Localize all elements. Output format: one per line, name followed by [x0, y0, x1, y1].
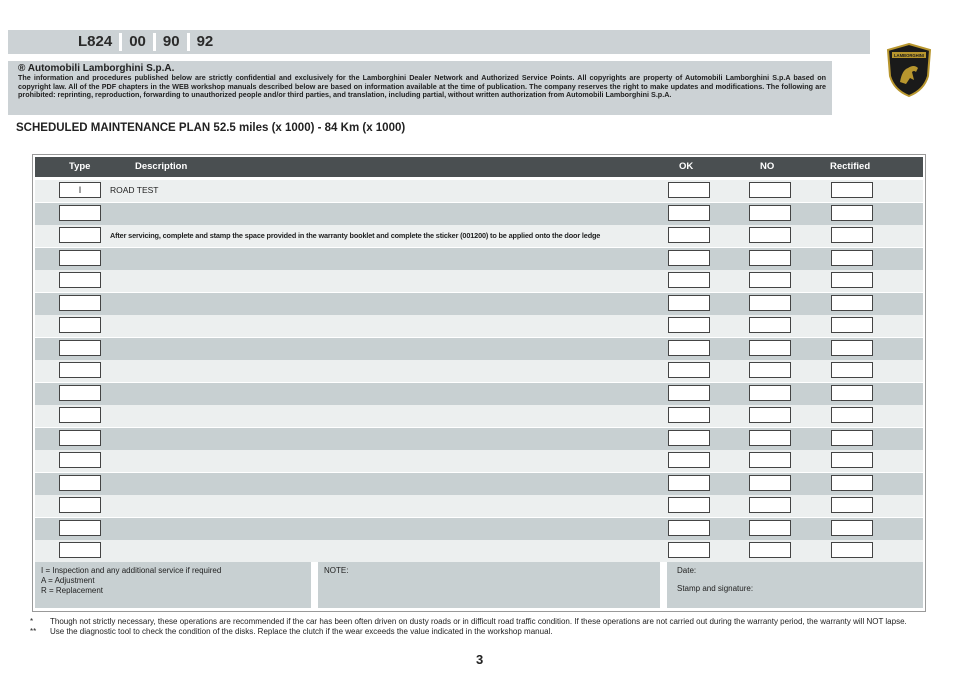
table-row — [35, 473, 923, 495]
legend-adjustment: A = Adjustment — [41, 576, 95, 585]
table-row — [35, 270, 923, 292]
table-row — [35, 518, 923, 540]
header-no: NO — [760, 161, 775, 172]
table-row — [35, 225, 923, 247]
ok-checkbox[interactable] — [668, 227, 710, 243]
code-part-2: 00 — [129, 33, 146, 50]
no-checkbox[interactable] — [749, 475, 791, 491]
footnote-text: Use the diagnostic tool to check the condition of the disks. Replace the clutch if the wear exceeds the value indicated in the workshop manual. — [50, 627, 553, 636]
page-number: 3 — [476, 652, 484, 667]
ok-checkbox[interactable] — [668, 497, 710, 513]
no-checkbox[interactable] — [749, 430, 791, 446]
footnote — [30, 617, 936, 627]
table-row — [35, 203, 923, 225]
table-row — [35, 338, 923, 360]
no-checkbox[interactable] — [749, 250, 791, 266]
no-checkbox[interactable] — [749, 272, 791, 288]
stamp-label: Stamp and signature: — [677, 584, 754, 593]
ok-checkbox[interactable] — [668, 250, 710, 266]
notice-text: The information and procedures published below are strictly confidential and exclusively for the Lamborghini Dealer Network and Authorized Service Points. All copyrights are property of Automobili Lamborghini S.p.A based on copyright law. All of the PDF chapters in the WEB workshop manuals described below are based on information available at the time of publication. The company reserves the right to make updates and modifications. The following are prohibited: reprinting, reproduction, forwarding to unauthorized people and/or third parties, and translation, including partial, without written authorization from Automobili Lamborghini S.p.A. — [18, 73, 826, 100]
no-checkbox[interactable] — [749, 362, 791, 378]
type-cell[interactable] — [59, 227, 101, 243]
footnote — [30, 627, 936, 637]
header-description: Description — [135, 161, 188, 172]
footnotes — [30, 617, 936, 637]
rectified-checkbox[interactable] — [831, 475, 873, 491]
ok-checkbox[interactable] — [668, 317, 710, 333]
footnote-mark: * — [30, 617, 34, 626]
ok-checkbox[interactable] — [668, 452, 710, 468]
ok-checkbox[interactable] — [668, 205, 710, 221]
header-ok: OK — [679, 161, 694, 172]
ok-checkbox[interactable] — [668, 362, 710, 378]
footnote-mark: ** — [30, 627, 37, 636]
table-row — [35, 450, 923, 472]
no-checkbox[interactable] — [749, 385, 791, 401]
ok-checkbox[interactable] — [668, 407, 710, 423]
no-checkbox[interactable] — [749, 520, 791, 536]
rectified-checkbox[interactable] — [831, 452, 873, 468]
code-part-3: 90 — [162, 33, 180, 50]
code-part-4: 92 — [196, 33, 214, 50]
table-row — [35, 495, 923, 517]
rectified-checkbox[interactable] — [831, 205, 873, 221]
code-separator — [119, 33, 122, 51]
description-cell: After servicing, complete and stamp the space provided in the warranty booklet and complete the sticker (001200) to be applied onto the door ledge — [110, 231, 601, 240]
type-cell[interactable] — [59, 497, 101, 513]
ok-checkbox[interactable] — [668, 475, 710, 491]
rectified-checkbox[interactable] — [831, 340, 873, 356]
type-cell[interactable] — [59, 475, 101, 491]
table-row — [35, 540, 923, 562]
legend-codes — [35, 562, 311, 608]
ok-checkbox[interactable] — [668, 295, 710, 311]
document-code — [72, 30, 219, 54]
type-cell[interactable] — [59, 407, 101, 423]
no-checkbox[interactable] — [749, 497, 791, 513]
header-rectified: Rectified — [830, 161, 871, 172]
type-cell[interactable] — [59, 542, 101, 558]
rectified-checkbox[interactable] — [831, 272, 873, 288]
code-separator — [153, 33, 156, 51]
header-type: Type — [69, 161, 91, 172]
logo-text: LAMBORGHINI — [893, 53, 925, 58]
table-row — [35, 180, 923, 202]
rectified-checkbox[interactable] — [831, 497, 873, 513]
table-row — [35, 428, 923, 450]
no-checkbox[interactable] — [749, 317, 791, 333]
type-cell[interactable] — [59, 362, 101, 378]
ok-checkbox[interactable] — [668, 385, 710, 401]
type-cell[interactable] — [59, 340, 101, 356]
date-stamp-field[interactable] — [667, 562, 923, 608]
note-label: NOTE: — [324, 566, 349, 575]
no-checkbox[interactable] — [749, 542, 791, 558]
ok-checkbox[interactable] — [668, 542, 710, 558]
type-cell[interactable] — [59, 295, 101, 311]
type-cell[interactable] — [59, 430, 101, 446]
rectified-checkbox[interactable] — [831, 542, 873, 558]
ok-checkbox[interactable] — [668, 340, 710, 356]
table-row — [35, 383, 923, 405]
footnote-text: Though not strictly necessary, these operations are recommended if the car has been often driven on dusty roads or in difficult road traffic condition. If these operations are not carried out during the warranty period, the warranty will NOT lapse. — [50, 617, 907, 626]
rectified-checkbox[interactable] — [831, 227, 873, 243]
type-cell[interactable] — [59, 452, 101, 468]
code-part-1: L824 — [78, 33, 113, 50]
type-cell[interactable] — [59, 317, 101, 333]
no-checkbox[interactable] — [749, 205, 791, 221]
no-checkbox[interactable] — [749, 452, 791, 468]
date-label: Date: — [677, 566, 697, 575]
table-row — [35, 405, 923, 427]
no-checkbox[interactable] — [749, 340, 791, 356]
note-field[interactable] — [318, 562, 660, 608]
no-checkbox[interactable] — [749, 182, 791, 198]
table-row — [35, 248, 923, 270]
rectified-checkbox[interactable] — [831, 295, 873, 311]
table-row — [35, 315, 923, 337]
rectified-checkbox[interactable] — [831, 430, 873, 446]
ok-checkbox[interactable] — [668, 182, 710, 198]
rectified-checkbox[interactable] — [831, 362, 873, 378]
rectified-checkbox[interactable] — [831, 182, 873, 198]
table-header — [35, 157, 923, 177]
type-cell[interactable] — [59, 250, 101, 266]
notice-title: ® Automobili Lamborghini S.p.A. — [18, 63, 175, 74]
rectified-checkbox[interactable] — [831, 385, 873, 401]
ok-checkbox[interactable] — [668, 520, 710, 536]
no-checkbox[interactable] — [749, 295, 791, 311]
copyright-notice — [8, 61, 832, 115]
table-row — [35, 360, 923, 382]
type-cell[interactable] — [59, 385, 101, 401]
rectified-checkbox[interactable] — [831, 250, 873, 266]
table-row — [35, 293, 923, 315]
legend-inspection: I = Inspection and any additional service if required — [41, 566, 222, 575]
lamborghini-shield-icon — [884, 42, 934, 98]
rectified-checkbox[interactable] — [831, 520, 873, 536]
type-cell[interactable]: I — [59, 182, 101, 198]
no-checkbox[interactable] — [749, 407, 791, 423]
page-title: SCHEDULED MAINTENANCE PLAN 52.5 miles (x 1000) - 84 Km (x 1000) — [16, 122, 406, 134]
rectified-checkbox[interactable] — [831, 317, 873, 333]
rectified-checkbox[interactable] — [831, 407, 873, 423]
description-cell: ROAD TEST — [110, 185, 159, 195]
code-separator — [187, 33, 190, 51]
ok-checkbox[interactable] — [668, 430, 710, 446]
type-cell[interactable] — [59, 205, 101, 221]
type-cell[interactable] — [59, 272, 101, 288]
type-cell[interactable] — [59, 520, 101, 536]
legend-replacement: R = Replacement — [41, 586, 104, 595]
ok-checkbox[interactable] — [668, 272, 710, 288]
no-checkbox[interactable] — [749, 227, 791, 243]
